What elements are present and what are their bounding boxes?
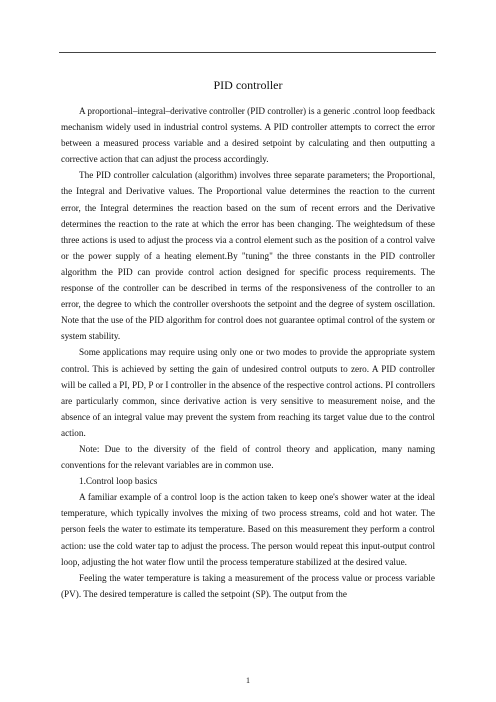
paragraph-shower-example: A familiar example of a control loop is the action taken to keep one's shower water at the ideal temperature, which typically involves the mixing of two process streams, cold and hot water. The person feels the water to estimate its temperature. Based on this measurement they perform a control action: use the cold water tap to adjust the process. The person would repeat this input-output control loop, adjusting the hot water flow until the process temperature stabilized at the desired value. bbox=[61, 492, 435, 567]
paragraph-note: Note: Due to the diversity of the field of control theory and application, many naming conventions for the relevant variables are in common use. bbox=[61, 443, 435, 471]
page-number: 1 bbox=[246, 676, 250, 685]
paragraph-algorithm: The PID controller calculation (algorithm) involves three separate parameters; the Proportional, the Integral and Derivative values. The Proportional value determines the reaction to the current error, the Integral determines the reaction based on the sum of recent errors and the Derivative determines the reaction to the rate at which the error has been changing. The weightedsum of these three actions is used to adjust the process via a control element such as the position of a control valve or the power supply of a heating element.By "tuning" the three constants in the PID controller algorithm the PID can provide control action designed for specific process requirements. The response of the controller can be described in terms of the responsiveness of the controller to an error, the degree to which the controller overshoots the setpoint and the degree of system oscillation. Note that the use of the PID algorithm for control does not guarantee optimal control of the system or system stability. bbox=[61, 170, 435, 342]
paragraph-modes: Some applications may require using only one or two modes to provide the appropriate system control. This is achieved by setting the gain of undesired control outputs to zero. A PID controller will be called a PI, PD, P or I controller in the absence of the respective control actions. PI controllers are particularly common, since derivative action is very sensitive to measurement noise, and the absence of an integral value may prevent the system from reaching its target value due to the control action. bbox=[61, 347, 435, 438]
page-title: PID controller bbox=[213, 78, 283, 92]
body-text bbox=[61, 103, 435, 602]
section-heading-control-loop-basics: 1.Control loop basics bbox=[79, 476, 158, 487]
header-rule bbox=[59, 52, 436, 53]
paragraph-process-variable: Feeling the water temperature is taking a measurement of the process value or process variable (PV). The desired temperature is called the setpoint (SP). The output from the bbox=[61, 572, 435, 599]
paragraph-intro: A proportional–integral–derivative controller (PID controller) is a generic .control loop feedback mechanism widely used in industrial control systems. A PID controller attempts to correct the error between a measured process variable and a desired setpoint by calculating and then outputting a corrective action that can adjust the process accordingly. bbox=[61, 106, 435, 165]
